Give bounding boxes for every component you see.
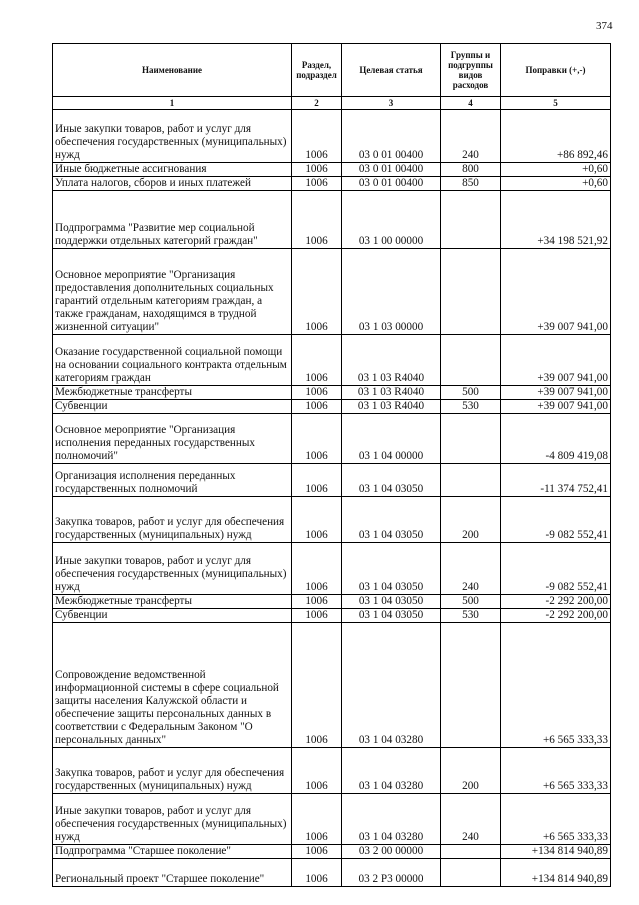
- row-name: Подпрограмма "Развитие мер социальной поддержки отдельных категорий граждан": [53, 191, 292, 249]
- table-row: [53, 623, 611, 748]
- budget-amendments-table: [52, 43, 611, 887]
- row-section: 1006: [292, 335, 342, 386]
- row-section: 1006: [292, 497, 342, 543]
- row-amount: +6 565 333,33: [501, 623, 611, 748]
- row-target: 03 1 04 03280: [342, 794, 441, 845]
- row-section: 1006: [292, 110, 342, 163]
- row-group: [441, 845, 501, 859]
- row-section: 1006: [292, 845, 342, 859]
- row-amount: +0,60: [501, 177, 611, 191]
- row-target: 03 1 04 03280: [342, 623, 441, 748]
- row-name: Оказание государственной социальной помощи на основании социального контракта отдельным категориям граждан: [53, 335, 292, 386]
- table-row: [53, 595, 611, 609]
- row-amount: +86 892,46: [501, 110, 611, 163]
- table-row: [53, 543, 611, 595]
- row-section: 1006: [292, 543, 342, 595]
- row-group: 530: [441, 400, 501, 414]
- row-section: 1006: [292, 249, 342, 335]
- row-section: 1006: [292, 859, 342, 887]
- row-name: Межбюджетные трансферты: [53, 595, 292, 609]
- row-target: 03 1 03 R4040: [342, 335, 441, 386]
- row-name: Иные закупки товаров, работ и услуг для обеспечения государственных (муниципальных) нужд: [53, 110, 292, 163]
- row-section: 1006: [292, 163, 342, 177]
- row-target: 03 1 04 03050: [342, 609, 441, 623]
- table-row: [53, 748, 611, 794]
- row-target: 03 1 04 03050: [342, 497, 441, 543]
- column-number: 5: [501, 97, 611, 110]
- row-target: 03 0 01 00400: [342, 163, 441, 177]
- row-name: Иные бюджетные ассигнования: [53, 163, 292, 177]
- row-section: 1006: [292, 748, 342, 794]
- column-number: 4: [441, 97, 501, 110]
- row-section: 1006: [292, 177, 342, 191]
- table-header-row: [53, 44, 611, 97]
- row-target: 03 1 04 00000: [342, 414, 441, 464]
- row-amount: +134 814 940,89: [501, 859, 611, 887]
- row-group: [441, 859, 501, 887]
- row-amount: +34 198 521,92: [501, 191, 611, 249]
- row-group: [441, 414, 501, 464]
- table-row: [53, 191, 611, 249]
- column-number: 1: [53, 97, 292, 110]
- row-amount: +39 007 941,00: [501, 400, 611, 414]
- row-group: 240: [441, 110, 501, 163]
- row-name: Закупка товаров, работ и услуг для обеспечения государственных (муниципальных) нужд: [53, 748, 292, 794]
- row-group: [441, 335, 501, 386]
- row-section: 1006: [292, 386, 342, 400]
- row-target: 03 1 04 03050: [342, 464, 441, 497]
- row-name: Межбюджетные трансферты: [53, 386, 292, 400]
- row-amount: +0,60: [501, 163, 611, 177]
- table-row: [53, 335, 611, 386]
- row-group: 500: [441, 595, 501, 609]
- row-name: Уплата налогов, сборов и иных платежей: [53, 177, 292, 191]
- row-section: 1006: [292, 191, 342, 249]
- row-name: Организация исполнения переданных государственных полномочий: [53, 464, 292, 497]
- row-name: Основное мероприятие "Организация предоставления дополнительных социальных гарантий отдельным категориям граждан, а также гражданам, находящимся в трудной жизненной ситуации": [53, 249, 292, 335]
- row-group: 240: [441, 794, 501, 845]
- row-name: Подпрограмма "Старшее поколение": [53, 845, 292, 859]
- row-group: 850: [441, 177, 501, 191]
- table-row: [53, 794, 611, 845]
- row-group: 200: [441, 497, 501, 543]
- row-group: 800: [441, 163, 501, 177]
- row-name: Субвенции: [53, 400, 292, 414]
- row-amount: +6 565 333,33: [501, 794, 611, 845]
- row-group: 530: [441, 609, 501, 623]
- table-row: [53, 497, 611, 543]
- row-amount: -9 082 552,41: [501, 497, 611, 543]
- row-section: 1006: [292, 414, 342, 464]
- row-section: 1006: [292, 609, 342, 623]
- row-amount: +39 007 941,00: [501, 386, 611, 400]
- row-group: [441, 464, 501, 497]
- table-row: [53, 845, 611, 859]
- row-section: 1006: [292, 595, 342, 609]
- table-row: [53, 609, 611, 623]
- table-row: [53, 249, 611, 335]
- row-amount: -9 082 552,41: [501, 543, 611, 595]
- table-row: [53, 110, 611, 163]
- row-name: Субвенции: [53, 609, 292, 623]
- row-target: 03 1 00 00000: [342, 191, 441, 249]
- row-target: 03 0 01 00400: [342, 177, 441, 191]
- row-amount: -11 374 752,41: [501, 464, 611, 497]
- row-target: 03 1 03 00000: [342, 249, 441, 335]
- column-number: 3: [342, 97, 441, 110]
- row-group: 500: [441, 386, 501, 400]
- row-target: 03 1 04 03050: [342, 595, 441, 609]
- row-amount: -2 292 200,00: [501, 609, 611, 623]
- header-section: Раздел, подраздел: [292, 44, 342, 97]
- row-section: 1006: [292, 464, 342, 497]
- row-target: 03 2 P3 00000: [342, 859, 441, 887]
- header-amendments: Поправки (+,-): [501, 44, 611, 97]
- header-name: Наименование: [53, 44, 292, 97]
- row-name: Иные закупки товаров, работ и услуг для обеспечения государственных (муниципальных) нужд: [53, 794, 292, 845]
- row-group: 200: [441, 748, 501, 794]
- row-target: 03 2 00 00000: [342, 845, 441, 859]
- row-section: 1006: [292, 794, 342, 845]
- row-name: Закупка товаров, работ и услуг для обеспечения государственных (муниципальных) нужд: [53, 497, 292, 543]
- table-row: [53, 400, 611, 414]
- row-target: 03 1 04 03050: [342, 543, 441, 595]
- row-section: 1006: [292, 400, 342, 414]
- row-group: [441, 623, 501, 748]
- row-target: 03 1 03 R4040: [342, 386, 441, 400]
- page-number: 374: [596, 20, 613, 32]
- table-row: [53, 163, 611, 177]
- row-name: Иные закупки товаров, работ и услуг для обеспечения государственных (муниципальных) нужд: [53, 543, 292, 595]
- row-amount: +39 007 941,00: [501, 335, 611, 386]
- row-target: 03 1 04 03280: [342, 748, 441, 794]
- table-row: [53, 177, 611, 191]
- row-section: 1006: [292, 623, 342, 748]
- row-group: [441, 249, 501, 335]
- table-row: [53, 464, 611, 497]
- row-name: Сопровождение ведомственной информационной системы в сфере социальной защиты населения Калужской области и обеспечение защиты персональных данных в соответствии с Федеральным Законом "О персональных данных": [53, 623, 292, 748]
- row-group: [441, 191, 501, 249]
- table-row: [53, 414, 611, 464]
- row-name: Основное мероприятие "Организация исполнения переданных государственных полномочий": [53, 414, 292, 464]
- row-name: Региональный проект "Старшее поколение": [53, 859, 292, 887]
- table-row: [53, 386, 611, 400]
- row-amount: -4 809 419,08: [501, 414, 611, 464]
- table-row: [53, 859, 611, 887]
- row-amount: +134 814 940,89: [501, 845, 611, 859]
- row-amount: +6 565 333,33: [501, 748, 611, 794]
- column-numbers-row: [53, 97, 611, 110]
- row-target: 03 1 03 R4040: [342, 400, 441, 414]
- column-number: 2: [292, 97, 342, 110]
- row-group: 240: [441, 543, 501, 595]
- row-target: 03 0 01 00400: [342, 110, 441, 163]
- row-amount: +39 007 941,00: [501, 249, 611, 335]
- row-amount: -2 292 200,00: [501, 595, 611, 609]
- header-group: Группы и подгруппы видов расходов: [441, 44, 501, 97]
- header-target: Целевая статья: [342, 44, 441, 97]
